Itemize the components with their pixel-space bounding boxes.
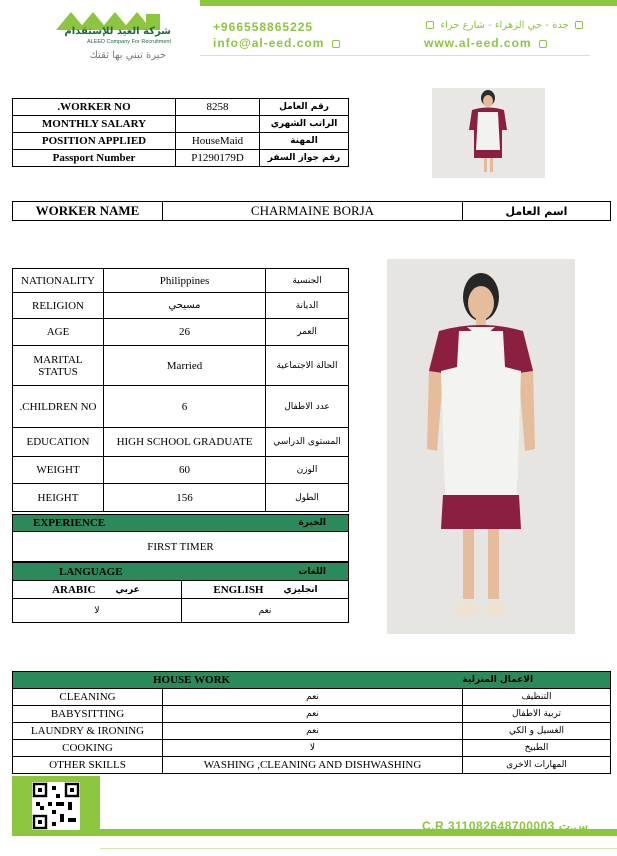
label-ar: الغسيل و الكي <box>463 723 611 740</box>
label-en: NATIONALITY <box>13 269 104 293</box>
cell-value: 60 <box>104 457 266 484</box>
label-ar: الديانة <box>266 293 349 319</box>
table-row <box>13 133 349 150</box>
qr-code-block <box>12 776 100 836</box>
table-row <box>13 599 349 623</box>
label-en: WEIGHT <box>13 457 104 484</box>
house-work-label-ar: الاعمال المنزلية <box>463 672 611 689</box>
cell-value: 26 <box>104 319 266 346</box>
table-row <box>13 740 611 757</box>
label-ar: تربية الاطفال <box>463 706 611 723</box>
company-logo <box>36 10 176 66</box>
logo-arabic-name: شركة العيد للإستقدام <box>64 26 171 37</box>
label-ar: رقم جواز السفر <box>260 150 349 167</box>
header-accent-bar <box>200 0 617 6</box>
globe-icon <box>539 40 547 48</box>
label-ar: عدد الاطفال <box>266 386 349 428</box>
experience-label-en: EXPERIENCE <box>13 515 230 532</box>
table-row <box>13 116 349 133</box>
language-header-row <box>13 563 349 581</box>
table-row <box>13 706 611 723</box>
table-row <box>13 484 349 512</box>
label-ar: التنظيف <box>463 689 611 706</box>
table-row <box>13 723 611 740</box>
header-divider <box>200 55 590 56</box>
english-label-ar: انجليزي <box>266 581 349 599</box>
language-label-ar: اللغات <box>182 563 349 581</box>
header-email <box>213 36 343 50</box>
cell-value: 6 <box>104 386 266 428</box>
label-en: AGE <box>13 319 104 346</box>
table-row <box>13 428 349 457</box>
worker-photo-small <box>432 88 545 178</box>
arabic-label-en: ARABIC <box>13 581 98 599</box>
label-ar: الطبيخ <box>463 740 611 757</box>
worker-name-value: CHARMAINE BORJA <box>163 202 463 221</box>
header-website <box>424 36 550 50</box>
experience-header-row <box>13 515 349 532</box>
header-address-text: جدة - حي الزهراء - شارع حراء <box>440 20 569 31</box>
label-ar: الحالة الاجتماعية <box>266 346 349 386</box>
label-en: BABYSITTING <box>13 706 163 723</box>
label-en: .CHILDREN NO <box>13 386 104 428</box>
table-row <box>13 581 349 599</box>
commercial-registration: C.R 311082648700003 س.ت <box>422 819 589 833</box>
cell-value: HIGH SCHOOL GRADUATE <box>104 428 266 457</box>
table-row <box>13 689 611 706</box>
language-label-en: LANGUAGE <box>13 563 182 581</box>
label-en: EDUCATION <box>13 428 104 457</box>
experience-value: FIRST TIMER <box>13 532 349 562</box>
label-en: Passport Number <box>13 150 176 167</box>
label-en: LAUNDRY & IRONING <box>13 723 163 740</box>
arabic-value: لا <box>13 599 182 623</box>
logo-english-name: ALEED Company For Recruitment <box>86 39 171 45</box>
table-row <box>13 532 349 562</box>
label-ar: العمر <box>266 319 349 346</box>
label-ar: الطول <box>266 484 349 512</box>
table-row <box>13 269 349 293</box>
worker-name-table <box>12 201 611 221</box>
label-en: .WORKER NO <box>13 99 176 116</box>
cell-value: WASHING ,CLEANING AND DISHWASHING <box>163 757 463 774</box>
worker-name-label-ar: اسم العامل <box>463 202 611 221</box>
table-row <box>13 319 349 346</box>
table-row <box>13 346 349 386</box>
label-en: CLEANING <box>13 689 163 706</box>
cell-value: Philippines <box>104 269 266 293</box>
footer-divider <box>100 848 617 849</box>
details-table <box>12 268 349 512</box>
house-work-label-en: HOUSE WORK <box>13 672 463 689</box>
worker-figure-small-icon <box>432 88 545 178</box>
label-ar: الجنسية <box>266 269 349 293</box>
worker-name-label: WORKER NAME <box>13 202 163 221</box>
header-email-text: info@al-eed.com <box>213 36 325 50</box>
experience-label-ar: الخبرة <box>229 515 348 532</box>
cell-value: 8258 <box>176 99 260 116</box>
english-value: نعم <box>182 599 349 623</box>
arabic-label-ar: عربي <box>98 581 182 599</box>
cell-value: نعم <box>163 689 463 706</box>
qr-code-icon <box>32 782 80 830</box>
house-work-table <box>12 671 611 774</box>
cell-value: نعم <box>163 723 463 740</box>
table-row <box>13 457 349 484</box>
experience-table <box>12 514 349 562</box>
label-ar: الراتب الشهري <box>260 116 349 133</box>
worker-figure-full-icon <box>387 259 575 634</box>
cell-value: لا <box>163 740 463 757</box>
table-row <box>13 99 349 116</box>
cell-value: HouseMaid <box>176 133 260 150</box>
english-label-en: ENGLISH <box>182 581 266 599</box>
worker-photo-full <box>387 259 575 634</box>
page-header <box>0 0 617 70</box>
label-en: POSITION APPLIED <box>13 133 176 150</box>
logo-slogan: خيرة تبني بها ثقتك <box>89 50 166 61</box>
label-ar: المهنة <box>260 133 349 150</box>
label-ar: المستوى الدراسي <box>266 428 349 457</box>
header-phone: +966558865225 <box>213 20 314 34</box>
house-work-header-row <box>13 672 611 689</box>
label-ar: الوزن <box>266 457 349 484</box>
location-icon <box>575 21 583 29</box>
phone-icon <box>426 21 434 29</box>
label-en: MONTHLY SALARY <box>13 116 176 133</box>
table-row <box>13 150 349 167</box>
label-en: COOKING <box>13 740 163 757</box>
label-en: RELIGION <box>13 293 104 319</box>
label-en: OTHER SKILLS <box>13 757 163 774</box>
table-row <box>13 757 611 774</box>
label-en: MARITAL STATUS <box>13 346 104 386</box>
table-row <box>13 202 611 221</box>
mail-icon <box>332 40 340 48</box>
table-row <box>13 386 349 428</box>
cell-value: P1290179D <box>176 150 260 167</box>
label-ar: المهارات الاخرى <box>463 757 611 774</box>
cell-value: مسيحي <box>104 293 266 319</box>
cell-value: 156 <box>104 484 266 512</box>
cell-value <box>176 116 260 133</box>
label-ar: رقم العامل <box>260 99 349 116</box>
top-info-table <box>12 98 349 167</box>
language-table <box>12 562 349 623</box>
cell-value: Married <box>104 346 266 386</box>
header-website-text: www.al-eed.com <box>424 36 532 50</box>
header-address <box>396 20 586 31</box>
label-en: HEIGHT <box>13 484 104 512</box>
table-row <box>13 293 349 319</box>
cell-value: نعم <box>163 706 463 723</box>
